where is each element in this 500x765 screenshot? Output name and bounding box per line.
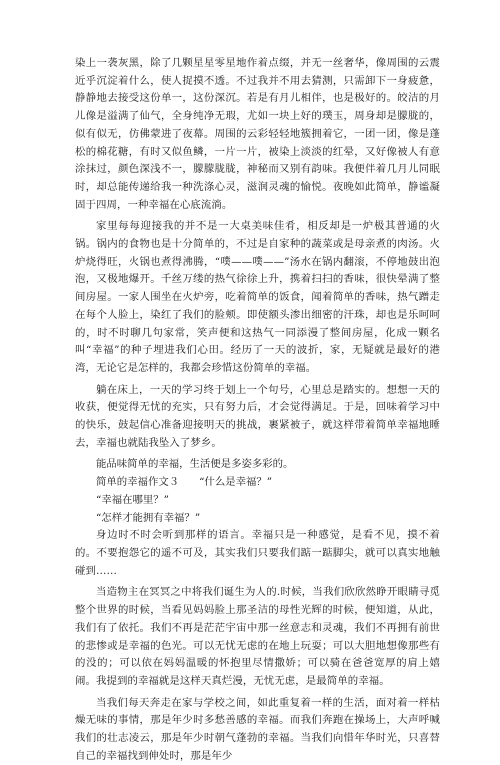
essay-opening-quote: “什么是幸福？” bbox=[199, 476, 273, 489]
paragraph-night-sky: 染上一袭灰黑，除了几颗星星零星地作着点缀，并无一丝奢华，像周围的云震近乎沉淀着什么，使人捉摸不透。不过我并不用去猜测，只需卸下一身疲惫，静静地去接受这份单一，这份深沉。若是有月儿相伴，也是极好的。皎洁的月儿像是溢满了仙气，全身纯净无瑕，尤如一块上好的璞玉，周身却是朦胧的，似有似无，仿佛蒙进了夜幕。周围的云彩轻轻地簇拥着它，一团一团，像是蓬松的棉花糖，有时又似鱼鳞，一片一片，被染上淡淡的红晕，又好像被人有意涂抹过，颜色深浅不一，朦朦胧胧，神秘而又别有韵味。我便伴着几月儿同眠时，却总能传递给我一种洗涤心灵，滋润灵魂的愉悦。夜晚如此简单，静谧凝固于四周，一种幸福在心底流淌。 bbox=[75, 57, 440, 211]
paragraph-summary: 能品味简单的幸福，生活便是多姿多彩的。 bbox=[96, 458, 294, 471]
paragraph-bedtime: 躺在床上，一天的学习终于划上一个句号，心里总是踏实的。想想一天的收获，便觉得无忧的充实，只有努力后，才会觉得满足。于是，回味着学习中的快乐，鼓起信心准备迎接明天的挑战，裹紧被子，就这样带着简单幸福地睡去，幸福也就陆我坠入了梦乡。 bbox=[75, 383, 440, 449]
dialogue-line: “幸福在哪里？” bbox=[96, 493, 169, 506]
paragraph-feeling: 身边时不时会听到那样的语言。幸福只是一种感觉，是看不见，摸不着的。不要抱怨它的遥不可及，其实我们只要我们踮一踮脚尖，就可以真实地触碰到…… bbox=[75, 529, 440, 577]
paragraph-childhood: 当造物主在冥冥之中将我们诞生为人的.时候，当我们欣欣然睁开眼睛寻觅整个世界的时候，当看见妈妈脸上那圣洁的母性光辉的时候，便知道，从此，我们有了依托。我们不再是茫茫宇宙中那一丝意志和灵魂，我们不再拥有前世的悲惨或是幸福的色光。可以无忧无虑的在地上玩耍；可以大胆地想像那些有的没的；可以依在妈妈温暖的怀抱里尽情撒娇；可以骑在爸爸宽厚的肩上嬉闹。我提到的幸福就是这样天真烂漫，无忧无虑，是最简单的幸福。 bbox=[75, 586, 440, 687]
paragraph-family-hotpot: 家里每每迎接我的并不是一大桌美味佳肴，相反却是一炉极其普通的火锅。锅内的食物也是十分简单的，不过是自家种的蔬菜或是母亲煮的肉汤。火炉烧得旺，火锅也煮得沸腾，“噗——噗——”汤水在锅内翻滚，不停地鼓出泡泡，又极地爆开。千丝万缕的热气徐徐上升，携着扫扫的香味，很快晕满了整间房屋。一家人围坐在火炉旁，吃着简单的饭食，闻着简单的香味，热气蹭走在每个人脸上，染红了我们的脸颊。即使额头渗出细密的汗珠，却也是乐呵呵的，时不时聊几句家常，笑声便和这热气一同添漫了整间房屋，化成一颗名叫“幸福”的种子埋进我们心田。经历了一天的波折，家，无疑就是最好的港湾，无论它是怎样的，我都会珍惜这份简单的幸福。 bbox=[75, 220, 440, 374]
essay-heading bbox=[75, 474, 440, 492]
essay-title: 简单的幸福作文３ bbox=[96, 476, 180, 489]
paragraph-youth: 当我们每天奔走在家与学校之间，如此重复着一样的生活，面对着一样枯燥无味的事情，那是年少时多愁善感的幸福。而我们奔跑在操场上，大声呼喊我们的壮志凌云，那是年少时朝气蓬勃的幸福。当我们向惜年华时光，只喜替自己的幸福找到伸处时，那是年少 bbox=[75, 696, 440, 762]
dialogue-line: “怎样才能拥有幸福？” bbox=[96, 511, 201, 524]
